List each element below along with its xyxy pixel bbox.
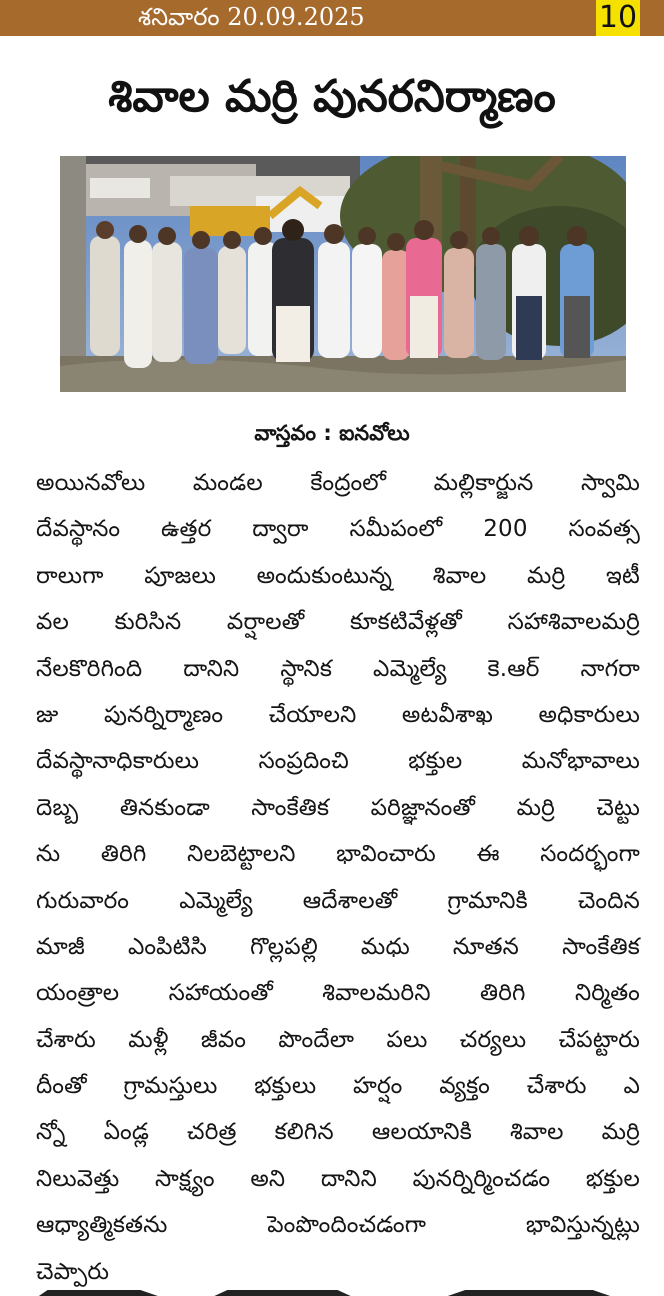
body-line: యంత్రాల సహాయంతో శివాలమరిని తిరిగి నిర్మితం — [36, 980, 640, 1007]
issue-date: శనివారం 20.09.2025 — [138, 3, 365, 31]
body-line: దీంతో గ్రామస్తులు భక్తులు హర్షం వ్యక్తం చేశారు ఎ — [36, 1073, 640, 1100]
body-line: వల కురిసిన వర్షాలతో కూకటివేళ్లతో సహాశివాలమర్రి — [36, 609, 640, 636]
body-line: చేశారు మళ్లీ జీవం పొందేలా పలు చర్యలు చేపట్టారు — [36, 1026, 640, 1053]
article-photo — [60, 156, 626, 392]
body-line: నిలువెత్తు సాక్ష్యం అని దానిని పునర్నిర్మించడం భక్తుల — [36, 1165, 640, 1192]
body-line: మాజీ ఎంపిటిసి గొల్లపల్లి మధు నూతన సాంకేతిక — [36, 933, 640, 960]
body-line: గురువారం ఎమ్మెల్యే ఆదేశాలతో గ్రామానికి చెందిన — [36, 887, 640, 914]
body-line: నేలకొరిగింది దానిని స్థానిక ఎమ్మెల్యే కె.ఆర్ నాగరా — [36, 655, 640, 682]
body-line: దేవస్థానం ఉత్తర ద్వారా సమీపంలో 200 సంవత్స — [36, 516, 640, 543]
body-line: జు పునర్నిర్మాణం చేయాలని అటవీశాఖ అధికారులు — [36, 701, 640, 728]
body-line: చెప్పారు — [36, 1258, 110, 1285]
body-line: ను తిరిగి నిలబెట్టాలని భావించారు ఈ సందర్భంగా — [36, 841, 640, 868]
body-line: దెబ్బ తినకుండా సాంకేతిక పరిజ్ఞానంతో మర్రి చెట్టు — [36, 794, 640, 821]
body-line: ఆధ్యాత్మికతను పెంపొందించడంగా భావిస్తున్నట్లు — [36, 1212, 640, 1239]
article-body — [36, 460, 640, 1295]
next-headline-cutoff — [36, 1280, 640, 1296]
body-line: అయినవోలు మండల కేంద్రంలో మల్లికార్జున స్వామి — [36, 470, 640, 496]
body-line: న్నో ఏండ్ల చరిత్ర కలిగిన ఆలయానికి శివాల మర్రి — [36, 1119, 640, 1146]
group-photo-image — [60, 156, 626, 392]
page-header-bar — [0, 0, 664, 36]
page-number: 10 — [596, 0, 640, 36]
body-line: దేవస్థానాధికారులు సంప్రదించి భక్తుల మనోభావాలు — [36, 748, 640, 775]
article-headline: శివాల మర్రి పునరనిర్మాణం — [108, 71, 556, 122]
body-line: రాలుగా పూజలు అందుకుంటున్న శివాల మర్రి ఇటీ — [36, 562, 640, 589]
article-dateline: వాస్తవం : ఐనవోలు — [254, 421, 410, 445]
